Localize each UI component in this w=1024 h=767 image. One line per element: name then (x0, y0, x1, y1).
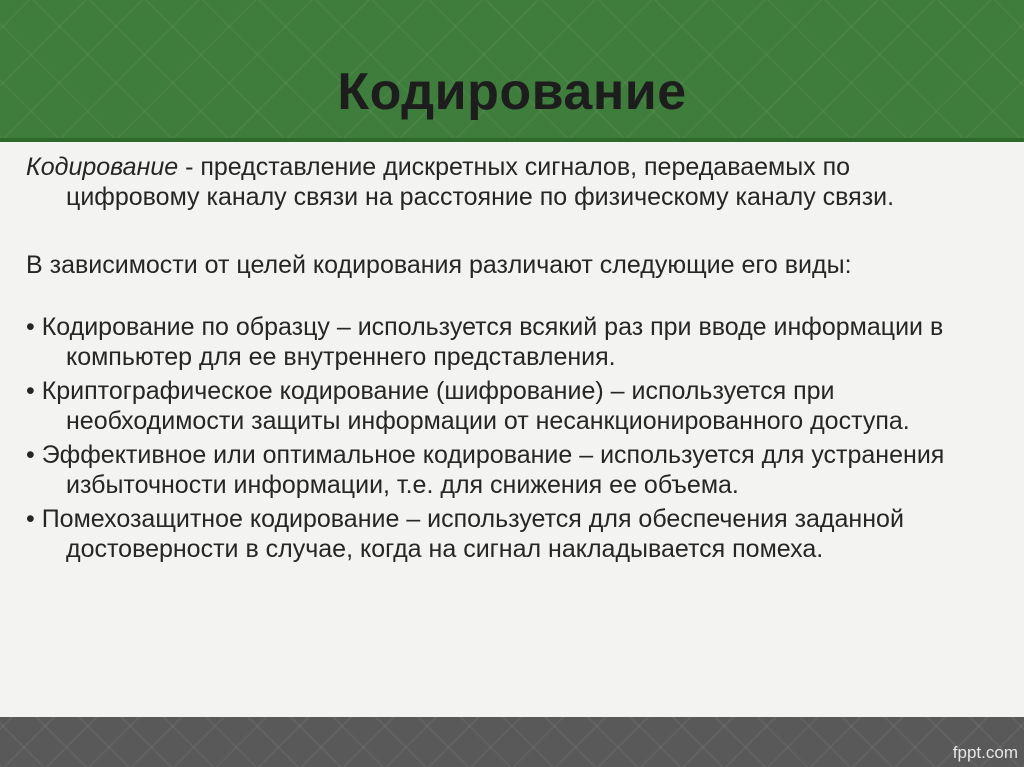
watermark-text: fppt.com (952, 743, 1018, 762)
footer-bar (0, 717, 1024, 767)
definition-paragraph (26, 152, 986, 212)
slide-title: Кодирование (337, 63, 687, 121)
intro-paragraph: В зависимости от целей кодирования различают следующие его виды: (26, 251, 852, 279)
list-item: • Эффективное или оптимальное кодирование – используется для устранения избыточности информации, т.е. для снижения ее объема. (26, 441, 945, 499)
definition-text: - представление дискретных сигналов, передаваемых по цифровому каналу связи на расстояние по физическому каналу связи. (66, 153, 895, 211)
list-item: • Помехозащитное кодирование – используется для обеспечения заданной достоверности в случае, когда на сигнал накладывается помеха. (26, 505, 904, 563)
slide-body (26, 152, 986, 568)
list-item: • Кодирование по образцу – используется всякий раз при вводе информации в компьютер для ее внутреннего представления. (26, 313, 944, 371)
definition-term: Кодирование (26, 153, 179, 181)
bullet-list (26, 312, 986, 564)
list-item: • Криптографическое кодирование (шифрование) – используется при необходимости защиты информации от несанкционированного доступа. (26, 377, 910, 435)
